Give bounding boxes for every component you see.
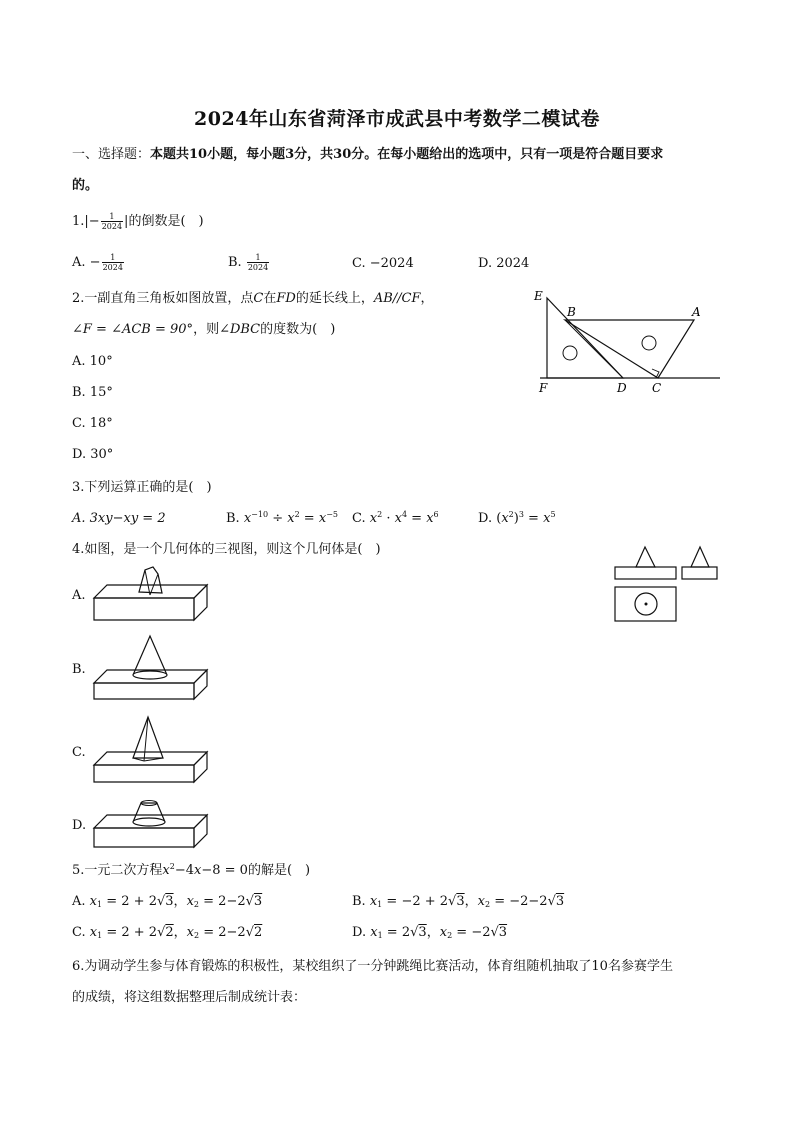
text: −8 = 0	[201, 863, 248, 878]
ruler-hole-right	[642, 336, 656, 350]
option-label: D.	[478, 511, 497, 526]
text: 的解是( )	[247, 863, 311, 878]
abs-close: |	[124, 214, 129, 229]
math-var: x	[477, 894, 485, 909]
text: 5.一元二次方程	[72, 863, 163, 878]
text: 在	[263, 291, 277, 306]
option-label: C.	[72, 925, 90, 940]
triangle-bac	[565, 320, 694, 378]
subscript: 2	[194, 931, 200, 940]
radicand: 2	[165, 925, 174, 940]
option-label: A.	[72, 894, 90, 909]
q2-option-d: D. 30°	[72, 447, 114, 462]
radicand: 2	[254, 925, 263, 940]
paren: )	[513, 511, 519, 526]
radicand: 3	[498, 925, 508, 940]
fraction-numerator: 1	[101, 212, 123, 222]
math-var: x	[543, 511, 551, 526]
q5-option-b	[352, 893, 564, 911]
box-side	[194, 815, 207, 847]
question-6-line2: 的成绩，将这组数据整理后制成统计表：	[72, 990, 307, 1005]
radicand: 3	[165, 894, 174, 909]
exponent: −10	[251, 510, 269, 519]
math-var: x	[370, 925, 378, 940]
exponent: 2	[508, 510, 514, 519]
text: 的度数为( )	[260, 322, 336, 337]
q2-option-a: A. 10°	[72, 354, 113, 369]
math-var: x	[287, 511, 295, 526]
front-view-top	[636, 547, 655, 567]
exponent: 6	[433, 510, 439, 519]
math-var: x	[369, 511, 378, 526]
fraction-denominator: 2024	[101, 222, 123, 231]
value: 2−2	[218, 894, 246, 909]
text: ，则∠	[193, 322, 230, 337]
frustum-edge	[145, 570, 150, 595]
separator: ，	[464, 894, 478, 909]
math-var: DBC	[229, 322, 261, 337]
question-2-line2	[72, 321, 335, 339]
q5-option-d	[352, 924, 507, 942]
box-side	[194, 670, 207, 699]
triangle-ruler-figure	[530, 285, 730, 400]
q2-option-b: B. 15°	[72, 385, 113, 400]
exponent: −5	[326, 510, 338, 519]
math-expr: ∠F = ∠ACB = 90°	[72, 322, 194, 337]
operator: =	[102, 925, 122, 940]
radical: √	[156, 894, 166, 909]
fraction-numerator: 1	[247, 253, 269, 263]
subscript: 2	[447, 931, 453, 940]
radicand: 3	[418, 925, 427, 940]
q4-option-a-label: A.	[72, 588, 86, 603]
exponent: 4	[401, 510, 408, 519]
separator: ，	[426, 925, 440, 940]
q4-option-c-solid	[92, 715, 212, 785]
text: 的延长线上，	[295, 291, 374, 306]
exponent: 2	[377, 510, 383, 519]
box-top	[94, 585, 207, 598]
q5-option-a	[72, 893, 262, 911]
value: −2−2	[509, 894, 548, 909]
q3-option-d	[478, 510, 556, 528]
segment-bd	[565, 320, 623, 378]
q1-option-c: C. −2024	[352, 256, 414, 271]
label-d: D	[617, 381, 627, 395]
label-f: F	[539, 381, 548, 395]
subscript: 2	[193, 900, 199, 909]
box-side	[194, 752, 207, 782]
option-label: D.	[352, 925, 371, 940]
box-front	[94, 598, 194, 620]
option-label: B.	[228, 255, 242, 270]
math-var: x	[194, 863, 202, 878]
q4-option-b-label: B.	[72, 662, 86, 677]
radical: √	[245, 894, 254, 909]
subscript: 1	[377, 900, 383, 909]
cone-sides	[133, 636, 167, 675]
top-view-center-dot	[645, 603, 648, 606]
text: ，	[420, 291, 434, 306]
radicand: 3	[456, 894, 465, 909]
label-e: E	[534, 289, 543, 303]
q2-option-c: C. 18°	[72, 416, 113, 431]
math-var: x	[369, 894, 378, 909]
q4-option-b-solid	[92, 633, 212, 701]
math-var: x	[186, 894, 194, 909]
fraction	[101, 212, 123, 231]
question-number: 1.	[72, 214, 85, 229]
side-view-top	[691, 547, 709, 567]
fraction	[247, 253, 269, 272]
math-var: x	[394, 511, 402, 526]
option-label: A.	[72, 255, 86, 270]
question-text: 的倒数是( )	[128, 214, 204, 229]
subscript: 2	[484, 900, 491, 909]
q4-option-a-solid	[92, 562, 212, 624]
section-instruction-line1: 本题共10小题，每小题3分，共30分。在每小题给出的选项中，只有一项是符合题目要求	[150, 147, 664, 162]
radical: √	[448, 894, 457, 909]
q1-option-b	[228, 253, 270, 272]
box-front	[94, 765, 194, 782]
q1-option-a	[72, 253, 125, 272]
math-var: C	[253, 291, 264, 306]
operator: ·	[382, 511, 395, 526]
q3-option-a: A. 3xy−xy = 2	[72, 511, 166, 526]
operator: ÷	[268, 511, 288, 526]
exponent: 2	[294, 510, 300, 519]
operator: =	[452, 925, 472, 940]
q4-option-d-label: D.	[72, 818, 87, 833]
fraction-numerator: 1	[102, 253, 124, 263]
subscript: 1	[97, 900, 103, 909]
value: −2	[471, 925, 491, 940]
q3-option-b	[226, 510, 338, 528]
math-var: x	[426, 511, 434, 526]
math-var: FD	[276, 291, 296, 306]
operator: =	[199, 894, 219, 909]
math-var: x	[439, 925, 448, 940]
q3-option-c	[352, 510, 439, 528]
operator: =	[523, 511, 544, 526]
subscript: 1	[377, 931, 383, 940]
question-3-stem: 3.下列运算正确的是( )	[72, 480, 212, 495]
value: 2 + 2	[121, 894, 157, 909]
radical: √	[245, 925, 254, 940]
exponent: 3	[518, 510, 524, 519]
option-label: B.	[352, 894, 370, 909]
side-view-base	[682, 567, 717, 579]
math-var: x	[186, 925, 194, 940]
frustum-base	[133, 818, 165, 826]
radical: √	[547, 894, 556, 909]
math-var: x	[243, 511, 252, 526]
operator: =	[102, 894, 122, 909]
math-var: x	[318, 511, 327, 526]
label-b: B	[567, 305, 576, 319]
question-6-line1: 6.为调动学生参与体育锻炼的积极性，某校组织了一分钟跳绳比赛活动，体育组随机抽取了10名参赛学生	[72, 959, 673, 974]
paren: (	[496, 511, 502, 526]
ruler-hole-left	[563, 346, 577, 360]
question-5-stem	[72, 862, 310, 880]
fraction-denominator: 2024	[247, 263, 269, 272]
value: 2	[401, 925, 411, 940]
three-views-figure	[612, 540, 722, 625]
q4-option-d-solid	[92, 795, 212, 851]
radicand: 3	[555, 894, 565, 909]
section-heading: 一、选择题：	[72, 147, 151, 162]
section-instruction-line2: 的。	[72, 178, 99, 193]
math-var: x	[89, 925, 98, 940]
box-front	[94, 828, 194, 847]
subscript: 1	[97, 931, 103, 940]
q1-option-d: D. 2024	[478, 256, 530, 271]
frustum-outline	[139, 567, 162, 593]
question-1-stem	[72, 212, 204, 231]
page-title: 2024年山东省菏泽市成武县中考数学二模试卷	[194, 108, 600, 130]
front-view-base	[615, 567, 676, 579]
minus-sign: −	[89, 255, 101, 270]
q5-option-c	[72, 924, 262, 942]
radical: √	[490, 925, 499, 940]
label-c: C	[652, 381, 662, 395]
operator: =	[299, 511, 319, 526]
question-4-stem: 4.如图，是一个几何体的三视图，则这个几何体是( )	[72, 542, 381, 557]
label-a: A	[692, 305, 701, 319]
exponent: 2	[169, 862, 175, 871]
exponent: 5	[550, 510, 556, 519]
question-2-line1	[72, 290, 434, 308]
operator: =	[382, 894, 402, 909]
q4-option-c-label: C.	[72, 745, 86, 760]
fraction-denominator: 2024	[102, 263, 123, 272]
text: 2.一副直角三角板如图放置，点	[72, 291, 254, 306]
abs-open: |−	[84, 214, 100, 229]
separator: ，	[173, 925, 187, 940]
value: 2 + 2	[121, 925, 158, 940]
math-var: x	[89, 894, 97, 909]
operator: =	[490, 894, 510, 909]
operator: =	[407, 511, 427, 526]
option-label: C.	[352, 511, 370, 526]
cone-base	[133, 671, 167, 679]
math-expr: AB//CF	[373, 291, 421, 306]
operator: =	[199, 925, 219, 940]
section-instruction	[72, 146, 663, 164]
radicand: 3	[253, 894, 263, 909]
separator: ，	[173, 894, 187, 909]
math-var: x	[501, 511, 509, 526]
value: 2−2	[218, 925, 246, 940]
math-var: x	[162, 863, 170, 878]
radical: √	[410, 925, 419, 940]
fraction	[102, 253, 124, 272]
text: −4	[174, 863, 195, 878]
radical: √	[157, 925, 166, 940]
box-side	[194, 585, 207, 620]
box-front	[94, 683, 194, 699]
operator: =	[382, 925, 402, 940]
value: −2 + 2	[401, 894, 449, 909]
option-label: B.	[226, 511, 244, 526]
